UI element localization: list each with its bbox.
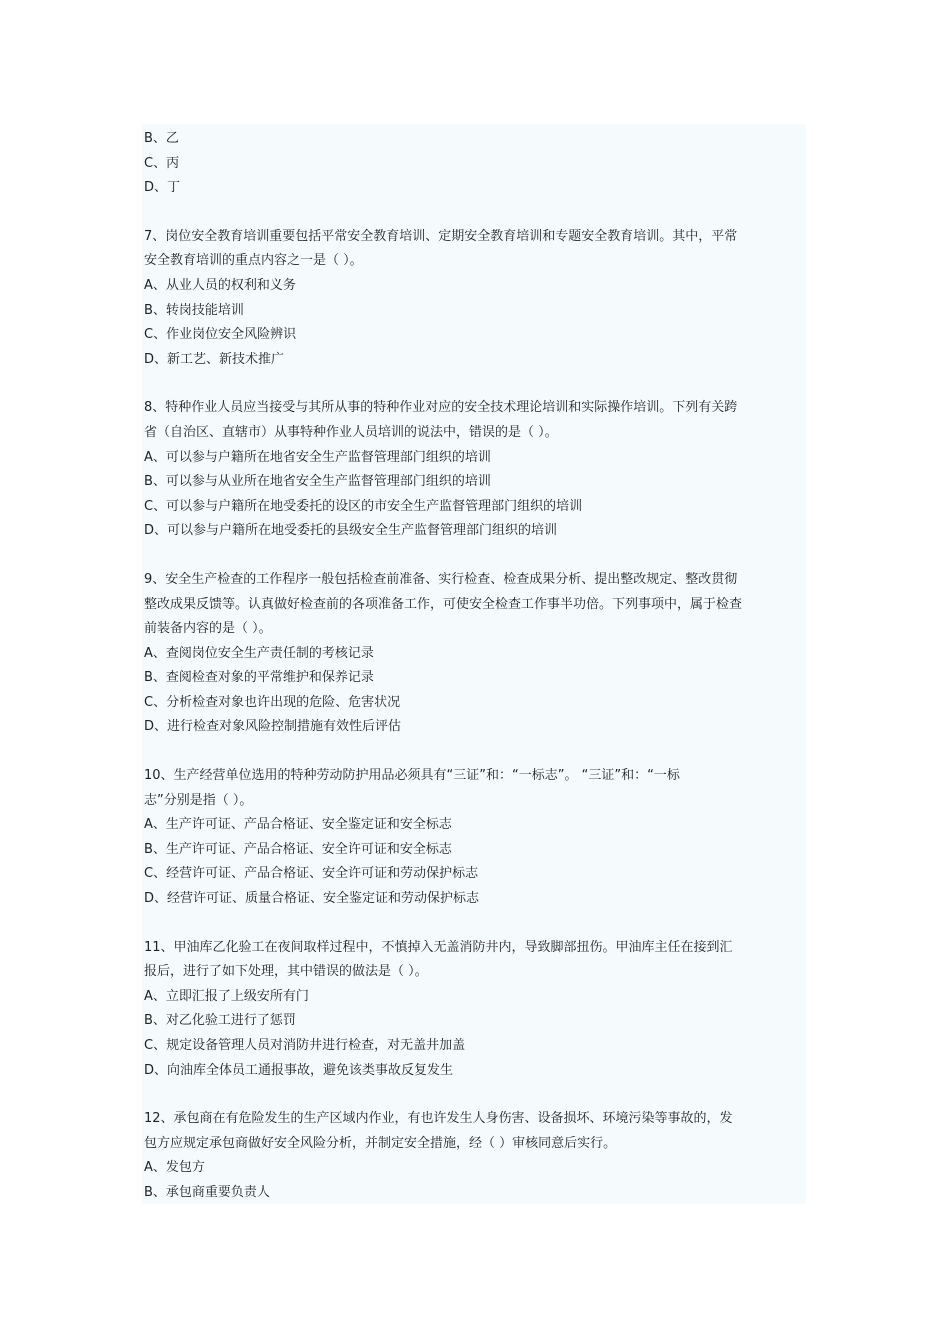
question-10: [144, 764, 804, 912]
document-page: [142, 124, 806, 1204]
option-line: A、从业人员的权利和义务: [144, 277, 296, 293]
option-line: C、规定设备管理人员对消防井进行检查，对无盖井加盖: [144, 1038, 466, 1053]
question-text-line: 安全教育培训的重点内容之一是（ ）。: [144, 253, 363, 269]
option-line: C、分析检查对象也许出现的危险、危害状况: [144, 694, 401, 710]
question-11: [144, 936, 804, 1084]
option-line: D、向油库全体员工通报事故，避免该类事故反复发生: [144, 1062, 454, 1078]
question-text-line: 整改成果反馈等。认真做好检查前的各项准备工作，可使安全检查工作事半功倍。下列事项中，属于检查: [144, 596, 743, 612]
option-line: D、可以参与户籍所在地受委托的县级安全生产监督管理部门组织的培训: [144, 523, 558, 539]
option-line: C、经营许可证、产品合格证、安全许可证和劳动保护标志: [144, 866, 479, 882]
question-text-line: 报后，进行了如下处理，其中错误的做法是（ ）。: [144, 964, 428, 980]
option-line: D、新工艺、新技术推广: [144, 351, 285, 367]
spacer: [144, 740, 804, 764]
question-9: [144, 568, 804, 740]
option-line: A、立即汇报了上级安所有门: [144, 988, 309, 1004]
question-text-line: 包方应规定承包商做好安全风险分析，并制定安全措施，经（ ）审核同意后实行。: [144, 1135, 617, 1151]
question-text-line: 志”分别是指（ ）。: [144, 792, 253, 808]
question-text-line: 10、生产经营单位选用的特种劳动防护用品必须具有“三证”和：“一标志”。 “三证”和：“一标: [144, 768, 680, 784]
question-7: [144, 225, 804, 373]
option-line: D、经营许可证、质量合格证、安全鉴定证和劳动保护标志: [144, 891, 480, 907]
option-line: A、可以参与户籍所在地省安全生产监督管理部门组织的培训: [144, 449, 491, 465]
option-line: B、可以参与从业所在地省安全生产监督管理部门组织的培训: [144, 474, 491, 490]
question-text-line: 省（自治区、直辖市）从事特种作业人员培训的说法中，错误的是（ ）。: [144, 424, 558, 440]
spacer: [144, 912, 804, 936]
option-line: B、生产许可证、产品合格证、安全许可证和安全标志: [144, 841, 452, 857]
option-line: B、对乙化验工进行了惩罚: [144, 1013, 296, 1029]
question-12: [144, 1107, 804, 1205]
spacer: [144, 1083, 804, 1107]
spacer: [144, 201, 804, 225]
option-line: C、作业岗位安全风险辨识: [144, 327, 297, 343]
option-line: A、查阅岗位安全生产责任制的考核记录: [144, 645, 374, 661]
question-text-line: 8、特种作业人员应当接受与其所从事的特种作业对应的安全技术理论培训和实际操作培训。下列有关跨: [144, 400, 738, 416]
option-line: C、丙: [144, 155, 180, 171]
question-text-line: 前装备内容的是（ ）。: [144, 621, 272, 637]
option-line: A、生产许可证、产品合格证、安全鉴定证和安全标志: [144, 817, 452, 833]
option-line: B、转岗技能培训: [144, 302, 244, 318]
question-text-line: 12、承包商在有危险发生的生产区域内作业，有也许发生人身伤害、设备损坏、环境污染等事故的，发: [144, 1111, 733, 1127]
option-line: A、发包方: [144, 1160, 205, 1176]
option-line: D、进行检查对象风险控制措施有效性后评估: [144, 719, 402, 735]
option-line: B、承包商重要负责人: [144, 1184, 270, 1200]
option-line: C、可以参与户籍所在地受委托的设区的市安全生产监督管理部门组织的培训: [144, 498, 583, 514]
lead-options: [144, 127, 804, 201]
spacer: [144, 372, 804, 396]
document-content: [144, 127, 804, 1206]
option-line: D、丁: [144, 180, 181, 196]
option-line: B、查阅检查对象的平常维护和保养记录: [144, 670, 374, 686]
question-8: [144, 396, 804, 544]
question-text-line: 7、岗位安全教育培训重要包括平常安全教育培训、定期安全教育培训和专题安全教育培训。其中，平常: [144, 228, 738, 244]
question-text-line: 9、安全生产检查的工作程序一般包括检查前准备、实行检查、检查成果分析、提出整改规定、整改贯彻: [144, 571, 738, 587]
option-line: B、乙: [144, 131, 179, 146]
question-text-line: 11、甲油库乙化验工在夜间取样过程中，不慎掉入无盖消防井内，导致脚部扭伤。甲油库主任在接到汇: [144, 939, 733, 955]
spacer: [144, 544, 804, 568]
